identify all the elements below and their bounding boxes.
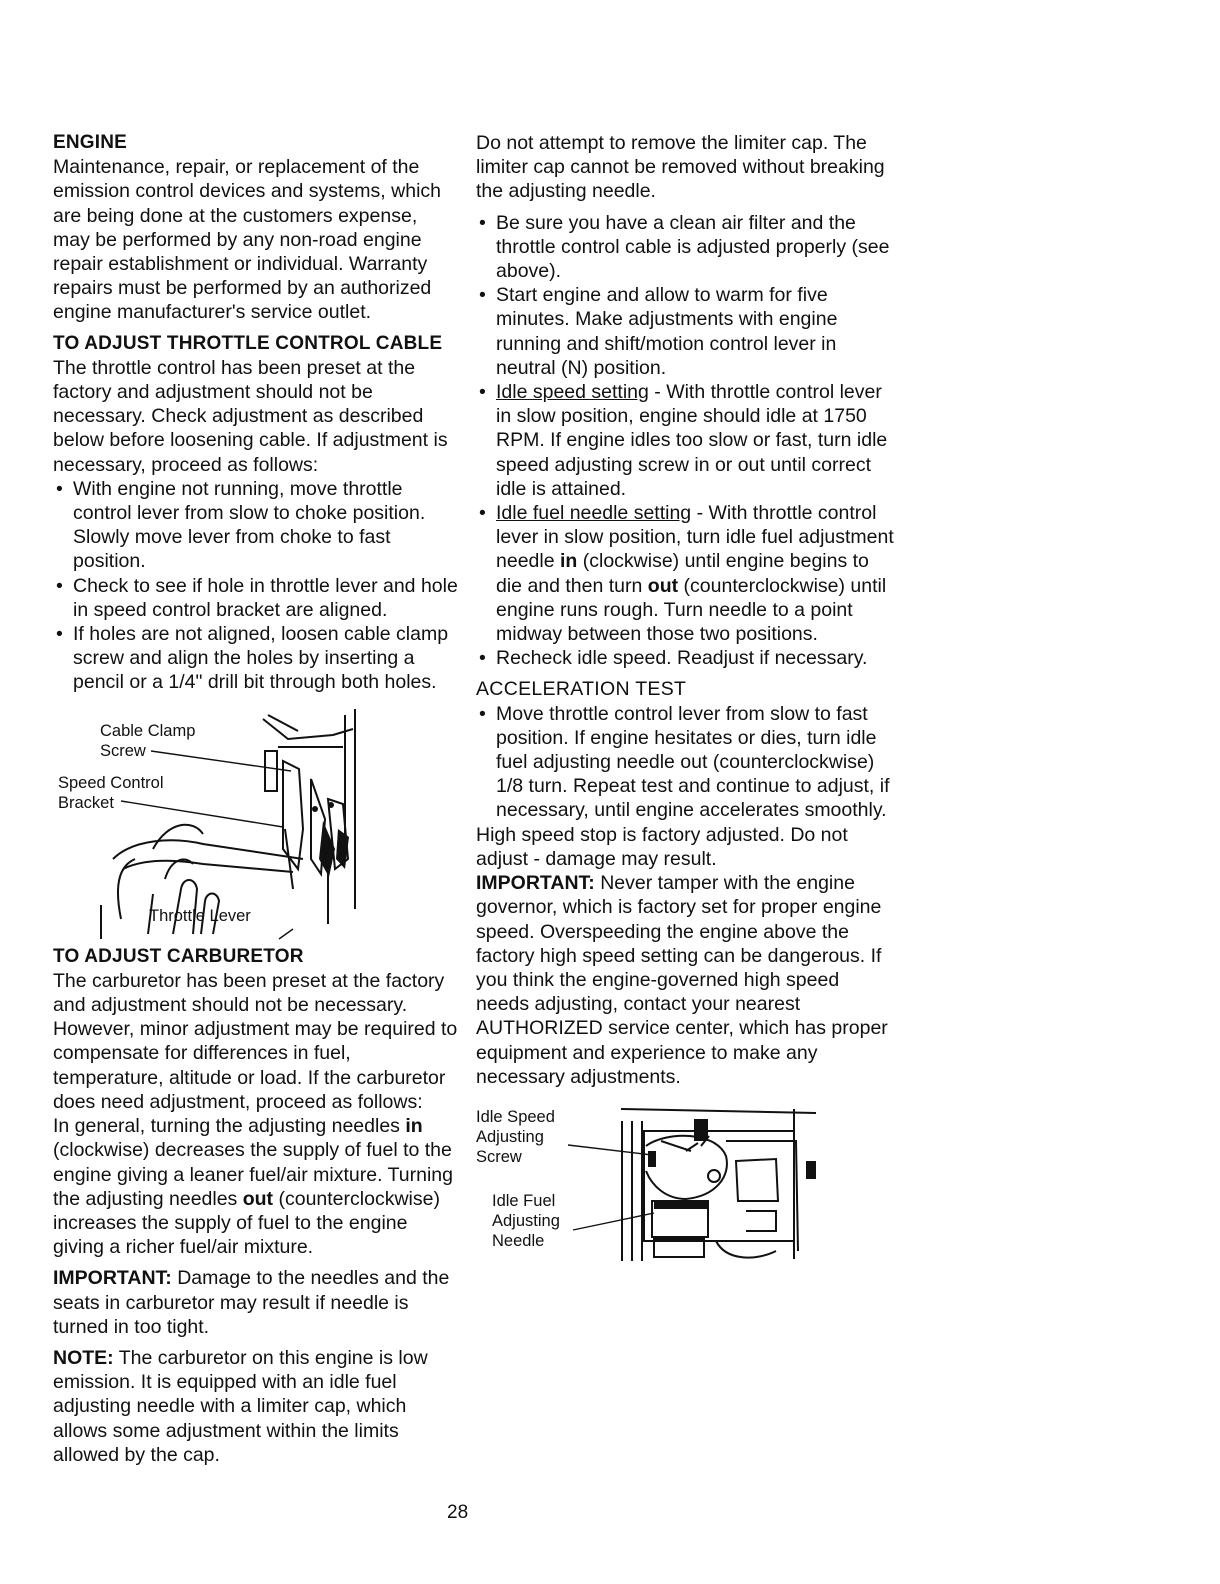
throttle-steps-list [53,477,458,695]
label-idle-fuel-needle: Idle Fuel Adjusting Needle [492,1191,560,1250]
carburetor-note: NOTE: The carburetor on this engine is low emission. It is equipped with an idle fuel adjusting needle with a limiter cap, which allows some adjustment within the limits allowed by the cap. [53,1346,428,1466]
carburetor-step: • Recheck idle speed. Readjust if necessary. [476,646,896,670]
carburetor-step: • Idle speed setting - With throttle control lever in slow position, engine should idle at 1750 RPM. If engine idles too slow or fast, turn idle speed adjusting screw in or out until correct idle is attained. [476,380,896,501]
acceleration-step: • Move throttle control lever from slow to fast position. If engine hesitates or dies, turn idle fuel adjusting needle out (counterclockwise) 1/8 turn. Repeat test and continue to adjust, if necessary, until engine accelerates smoothly. [476,702,896,823]
idle-fuel-label: Idle fuel needle setting [496,502,692,525]
label-throttle-lever: Throttle Lever [149,906,251,925]
carburetor-general: In general, turning the adjusting needles in (clockwise) decreases the supply of fuel to the engine giving a leaner fuel/air mixture. Turning the adjusting needles out (counterclockwise) increases the supply of fuel to the engine giving a richer fuel/air mixture. [53,1115,453,1259]
throttle-figure [53,709,458,941]
engine-heading: ENGINE [53,132,128,153]
carburetor-step: • Idle fuel needle setting - With throttle control lever in slow position, turn idle fuel adjustment needle in (clockwise) until engine begins to die and then turn out (counterclockwise) until engine runs rough. Turn needle to a point midway between those two positions. [476,501,896,646]
carburetor-important: IMPORTANT: Damage to the needles and the seats in carburetor may result if needle is turned in too tight. [53,1267,450,1338]
carburetor-step: • Be sure you have a clean air filter and the throttle control cable is adjusted properly (see above). [476,211,896,284]
label-speed-control-bracket: Speed Control Bracket [58,773,164,812]
acceleration-test-heading: ACCELERATION TEST [476,678,687,701]
label-idle-speed-screw: Idle Speed Adjusting Screw [476,1107,555,1166]
idle-speed-label: Idle speed setting [496,381,649,404]
carburetor-figure [476,1101,896,1271]
carburetor-intro: The carburetor has been preset at the factory and adjustment should not be necessary. However, minor adjustment may be required to compensate for differences in fuel, temperature, altitude or load. If the carburetor does need adjustment, proceed as follows: [53,969,458,1113]
governor-important: IMPORTANT: Never tamper with the engine governor, which is factory set for proper engine speed. Overspeeding the engine above the factory high speed setting can be dangerous. If you think the engine-governed high speed needs adjusting, contact your nearest AUTHORIZED service center, which has proper equipment and experience to make any necessary adjustments. [476,872,888,1088]
throttle-step: • If holes are not aligned, loosen cable clamp screw and align the holes by inserting a pencil or a 1/4" drill bit through both holes. [53,622,458,695]
engine-paragraph: Maintenance, repair, or replacement of the emission control devices and systems, which are being done at the customers expense, may be performed by any non-road engine repair establishment or individual. Warranty repairs must be performed by an authorized engine manufacturer's service outlet. [53,156,441,324]
carburetor-heading: TO ADJUST CARBURETOR [53,945,304,967]
page-number: 28 [447,1502,469,1523]
left-column [53,131,458,1467]
throttle-heading: TO ADJUST THROTTLE CONTROL CABLE [53,332,443,354]
right-column [476,131,896,1271]
throttle-intro: The throttle control has been preset at the factory and adjustment should not be necessary. Check adjustment as described below before loosening cable. If adjustment is necessary, proceed as follows: [53,356,448,476]
label-cable-clamp: Cable Clamp Screw [100,721,196,760]
limiter-cap-warning: Do not attempt to remove the limiter cap. The limiter cap cannot be removed without breaking the adjusting needle. [476,132,885,203]
high-speed-stop-note: High speed stop is factory adjusted. Do not adjust - damage may result. [476,823,848,870]
carburetor-step: • Start engine and allow to warm for five minutes. Make adjustments with engine running and shift/motion control lever in neutral (N) position. [476,283,896,380]
throttle-step: • Check to see if hole in throttle lever and hole in speed control bracket are aligned. [53,574,458,622]
carburetor-steps-list [476,211,896,671]
acceleration-steps-list [476,702,896,823]
throttle-step: • With engine not running, move throttle control lever from slow to choke position. Slowly move lever from choke to fast position. [53,477,458,574]
